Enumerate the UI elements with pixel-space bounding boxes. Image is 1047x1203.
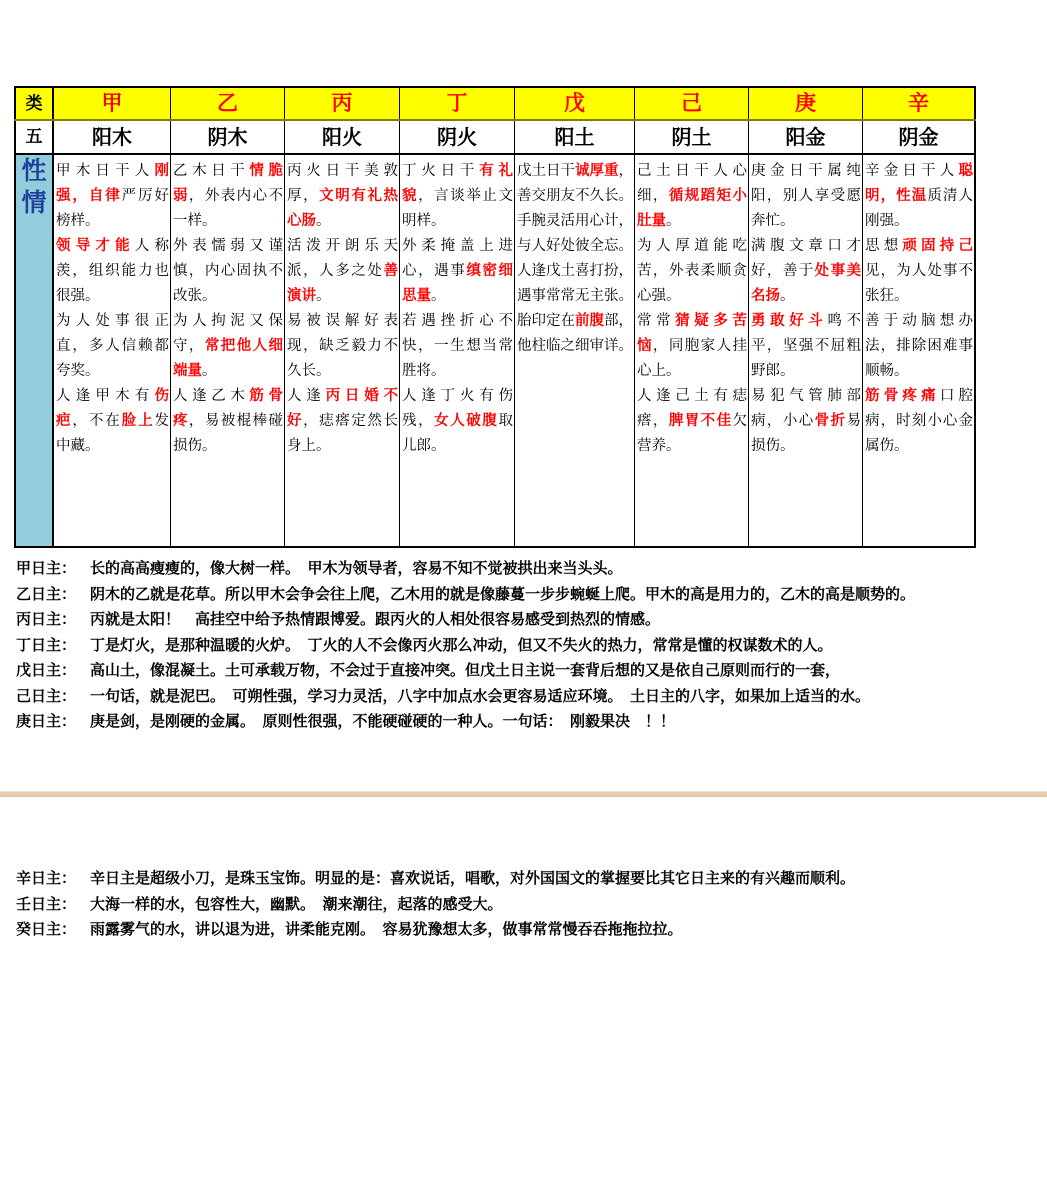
stem-header-7 — [863, 87, 976, 120]
note-text: 丙就是太阳！ 高挂空中给予热情跟博爱。跟丙火的人相处很容易感受到热烈的情感。 — [90, 610, 661, 628]
personality-paragraph — [173, 384, 283, 459]
element-label: 阴金 — [898, 124, 939, 149]
body-text: ，言谈举止文明样。 — [402, 188, 514, 229]
note-text: 高山土，像混凝土。土可承载万物，不会过于直接冲突。但戊土日主说一套背后想的又是依自己原则而行的一套， — [90, 661, 841, 679]
body-text: 取儿郎。 — [402, 413, 514, 454]
personality-paragraph — [517, 309, 633, 359]
note-key: 己日主： — [16, 686, 77, 705]
note-line — [16, 892, 1047, 918]
personality-cell-6 — [749, 154, 863, 547]
personality-paragraph — [287, 384, 398, 459]
table-row-stems — [15, 87, 975, 120]
personality-paragraph — [517, 159, 633, 209]
personality-paragraph — [637, 159, 747, 234]
highlight-text: 顽固持己 — [902, 238, 974, 254]
body-text: 丙火日干美敦厚， — [287, 163, 398, 204]
body-text: ，痣瘩定然长身上。 — [287, 413, 399, 454]
highlight-text: 脾胃不佳 — [668, 413, 733, 429]
personality-paragraph — [402, 309, 513, 384]
personality-paragraph — [402, 159, 513, 234]
personality-cell-0 — [53, 154, 171, 547]
note-key: 癸日主： — [16, 920, 77, 938]
body-text: 人称羡，组织能力也很强。 — [56, 238, 170, 304]
personality-paragraph — [637, 234, 747, 309]
stem-glyph: 辛 — [908, 91, 929, 115]
body-text: 活泼开朗乐天派，人多之处 — [287, 238, 398, 279]
body-text: 人逢乙木 — [173, 388, 250, 404]
body-text: 外表懦弱又谨慎，内心固执不改张。 — [173, 238, 283, 304]
highlight-text: 前腹 — [575, 313, 604, 329]
note-key: 丁日主： — [16, 635, 77, 654]
body-text: 戊土日干 — [517, 163, 575, 179]
body-text: 乙木日干 — [173, 163, 250, 179]
personality-paragraph — [287, 159, 398, 234]
note-key: 辛日主： — [16, 869, 77, 887]
section-divider — [0, 791, 1047, 797]
five-elements-table — [14, 86, 976, 548]
personality-paragraph — [637, 384, 747, 459]
body-text: 。 — [316, 213, 331, 229]
element-header-1 — [171, 120, 285, 154]
highlight-text: 女人破腹 — [434, 413, 499, 429]
personality-paragraph — [56, 234, 169, 309]
body-text: 。 — [666, 213, 681, 229]
body-text: 严厉好榜样。 — [56, 188, 170, 229]
stem-glyph: 甲 — [101, 91, 123, 115]
note-text: 长的高高瘦瘦的，像大树一样。 甲木为领导者，容易不知不觉被拱出来当头头。 — [90, 559, 623, 577]
body-text: ，同胞家人挂心上。 — [637, 338, 748, 379]
stem-glyph: 丁 — [446, 91, 468, 115]
highlight-text: 脸上 — [121, 413, 155, 429]
body-text: 若遇挫折心不快，一生想当常胜将。 — [402, 313, 513, 379]
note-text: 一句话，就是泥巴。 可朔性强，学习力灵活，八字中加点水会更容易适应环境。 土日主的八字，如果加上适当的水。 — [90, 686, 871, 705]
element-label: 阴木 — [207, 124, 248, 149]
table-row-personality — [15, 154, 975, 547]
personality-paragraph — [56, 159, 169, 234]
body-text: 外柔掩盖上进心，遇事 — [402, 238, 513, 279]
highlight-text: 循规蹈矩小肚量 — [637, 188, 748, 229]
element-header-2 — [285, 120, 400, 154]
personality-paragraph — [402, 234, 513, 309]
personality-cell-7 — [863, 154, 976, 547]
highlight-text: 常把他人细端量 — [173, 338, 284, 379]
body-text: 人逢 — [287, 388, 326, 404]
note-line — [16, 658, 1047, 684]
highlight-text: 文明有礼热心肠 — [287, 188, 399, 229]
body-text: 易犯气管肺部病，小心 — [751, 388, 861, 429]
stem-header-1 — [171, 87, 285, 120]
body-text: 口腔病，时刻小心金属伤。 — [865, 388, 974, 454]
note-line — [16, 607, 1047, 633]
body-text: 为人拘泥又保守， — [173, 313, 283, 354]
personality-paragraph — [865, 234, 973, 309]
personality-paragraph — [173, 234, 283, 309]
note-key: 庚日主： — [16, 712, 77, 730]
stem-header-3 — [400, 87, 515, 120]
body-text: 人逢己土有痣瘩， — [637, 388, 747, 429]
element-label: 阴土 — [671, 124, 712, 149]
body-text: 善于动脑想办法，排除困难事顺畅。 — [865, 313, 973, 379]
stem-glyph: 庚 — [795, 91, 816, 115]
corner-bottom-label: 五 — [15, 120, 53, 154]
body-text: ，善交朋友不久长。 — [517, 163, 633, 204]
highlight-text: 情脆弱 — [173, 163, 284, 204]
personality-paragraph — [865, 384, 973, 459]
personality-paragraph — [751, 234, 861, 309]
row-label-personality — [15, 154, 53, 547]
body-text: 人逢丁火有伤残， — [402, 388, 513, 429]
body-text: 己土日干人心细， — [637, 163, 747, 204]
body-text: 手腕灵活用心计，与人好处彼全忘。 — [517, 213, 633, 254]
note-text: 丁是灯火，是那种温暖的火炉。 丁火的人不会像丙火那么冲动，但又不失火的热力，常常是懂的权谋数术的人。 — [90, 635, 833, 654]
personality-paragraph — [287, 234, 398, 309]
note-key: 壬日主： — [16, 894, 77, 913]
note-text: 阴木的乙就是花草。所以甲木会争会往上爬，乙木用的就是像藤蔓一步步蜿蜒上爬。甲木的高是用力的，乙木的高是顺势的。 — [90, 584, 916, 603]
body-text: 人逢戊土喜打扮，遇事常常无主张。 — [517, 263, 633, 304]
body-text: ，不在 — [72, 413, 122, 429]
note-line — [16, 917, 1047, 943]
personality-cell-1 — [171, 154, 285, 547]
row-label-line1: 性 — [21, 156, 47, 185]
personality-paragraph — [173, 309, 283, 384]
table-row-elements — [15, 120, 975, 154]
body-text: 为人厚道能吃苦，外表柔顺贪心强。 — [637, 238, 747, 304]
note-line — [16, 684, 1047, 710]
personality-cell-3 — [400, 154, 515, 547]
element-label: 阴火 — [437, 124, 477, 149]
personality-paragraph — [517, 209, 633, 259]
stem-header-0 — [53, 87, 171, 120]
highlight-text: 缜密细思量 — [402, 263, 514, 304]
five-elements-table-wrapper — [14, 86, 976, 548]
note-line — [16, 582, 1047, 608]
element-label: 阳土 — [554, 124, 595, 149]
note-text: 庚是剑，是刚硬的金属。 原则性很强，不能硬碰硬的一种人。一句话： 刚毅果决 ！！ — [90, 712, 676, 730]
stem-header-4 — [515, 87, 635, 120]
stem-glyph: 己 — [681, 91, 702, 115]
body-text: 。 — [202, 363, 217, 379]
personality-paragraph — [865, 309, 973, 384]
personality-paragraph — [865, 159, 973, 234]
body-text: 部，他柱临之细审详。 — [517, 313, 633, 354]
stem-header-2 — [285, 87, 400, 120]
personality-cell-4 — [515, 154, 635, 547]
stem-header-6 — [749, 87, 863, 120]
highlight-text: 筋骨疼 — [173, 388, 284, 429]
note-line — [16, 866, 1047, 892]
highlight-text: 聪明，性温 — [865, 163, 973, 204]
body-text: ，易被棍棒碰损伤。 — [173, 413, 284, 454]
body-text: 见，为人处事不张狂。 — [865, 263, 973, 304]
note-text: 大海一样的水，包容性大，幽默。 潮来潮往，起落的感受大。 — [90, 894, 503, 913]
notes-block-top — [16, 556, 1047, 735]
body-text: 思想 — [865, 238, 903, 254]
highlight-text: 领导才能 — [56, 238, 135, 254]
element-label: 阳金 — [785, 124, 826, 149]
body-text: 为人处事很正直，多人信赖都夸奖。 — [56, 313, 169, 379]
body-text: 人逢甲木有 — [56, 388, 155, 404]
body-text: 。 — [431, 288, 446, 304]
body-text: 满腹文章口才好，善于 — [751, 238, 861, 279]
personality-paragraph — [56, 384, 169, 459]
element-header-5 — [635, 120, 749, 154]
body-text: 甲木日干人 — [56, 163, 155, 179]
highlight-text: 处事美名扬 — [751, 263, 862, 304]
personality-paragraph — [173, 159, 283, 234]
personality-paragraph — [637, 309, 747, 384]
body-text: 鸣不平，坚强不屈粗野郎。 — [751, 313, 862, 379]
personality-paragraph — [517, 259, 633, 309]
stem-glyph: 乙 — [217, 91, 238, 115]
personality-cell-2 — [285, 154, 400, 547]
highlight-text: 骨折 — [814, 413, 847, 429]
corner-top-label: 类 — [15, 87, 53, 120]
personality-paragraph — [751, 384, 861, 459]
element-label: 阳木 — [92, 124, 132, 149]
note-key: 乙日主： — [16, 584, 77, 603]
body-text: 。 — [316, 288, 331, 304]
row-label-text — [16, 155, 52, 219]
highlight-text: 筋骨疼痛 — [865, 388, 940, 404]
element-header-0 — [53, 120, 171, 154]
highlight-text: 有礼貌 — [402, 163, 514, 204]
personality-paragraph — [751, 309, 861, 384]
body-text: 质清人刚强。 — [865, 188, 974, 229]
highlight-text: 丙日婚不好 — [287, 388, 399, 429]
body-text: 丁火日干 — [402, 163, 480, 179]
note-text: 雨露雾气的水，讲以退为进，讲柔能克刚。 容易犹豫想太多，做事常常慢吞吞拖拖拉拉。 — [90, 920, 683, 938]
note-key: 甲日主： — [16, 559, 77, 577]
element-label: 阳火 — [322, 124, 362, 149]
note-line — [16, 556, 1047, 582]
stem-glyph: 丙 — [331, 91, 353, 115]
note-key: 丙日主： — [16, 610, 77, 628]
note-text: 辛日主是超级小刀，是珠玉宝饰。明显的是：喜欢说话，唱歌，对外国国文的掌握要比其它日主来的有兴趣而顺利。 — [90, 869, 856, 887]
body-text: 辛金日干人 — [865, 163, 959, 179]
body-text: 常常 — [637, 313, 676, 329]
personality-paragraph — [287, 309, 398, 384]
notes-block-bottom — [16, 866, 1047, 943]
body-text: ，外表内心不一样。 — [173, 188, 284, 229]
note-line — [16, 709, 1047, 735]
highlight-text: 伤疤 — [56, 388, 169, 429]
body-text: 发中藏。 — [56, 413, 170, 454]
highlight-text: 刚强，自律 — [56, 163, 169, 204]
body-text: 易损伤。 — [751, 413, 862, 454]
body-text: 。 — [780, 288, 795, 304]
note-line — [16, 633, 1047, 659]
personality-paragraph — [751, 159, 861, 234]
body-text: 易被误解好表现，缺乏毅力不久长。 — [287, 313, 398, 379]
stem-glyph: 戊 — [564, 91, 585, 115]
highlight-text: 诚厚重 — [575, 163, 619, 179]
element-header-4 — [515, 120, 635, 154]
element-header-3 — [400, 120, 515, 154]
highlight-text: 勇敢好斗 — [751, 313, 828, 329]
body-text: 庚金日干属纯阳，别人享受愿奔忙。 — [751, 163, 861, 229]
personality-paragraph — [402, 384, 513, 459]
element-header-6 — [749, 120, 863, 154]
personality-cell-5 — [635, 154, 749, 547]
highlight-text: 猜疑多苦恼 — [637, 313, 748, 354]
row-label-line2: 情 — [21, 188, 47, 217]
element-header-7 — [863, 120, 976, 154]
note-key: 戊日主： — [16, 661, 77, 679]
body-text: 胎印定在 — [517, 313, 575, 329]
personality-paragraph — [56, 309, 169, 384]
highlight-text: 善演讲 — [287, 263, 398, 304]
body-text: 欠营养。 — [637, 413, 748, 454]
stem-header-5 — [635, 87, 749, 120]
